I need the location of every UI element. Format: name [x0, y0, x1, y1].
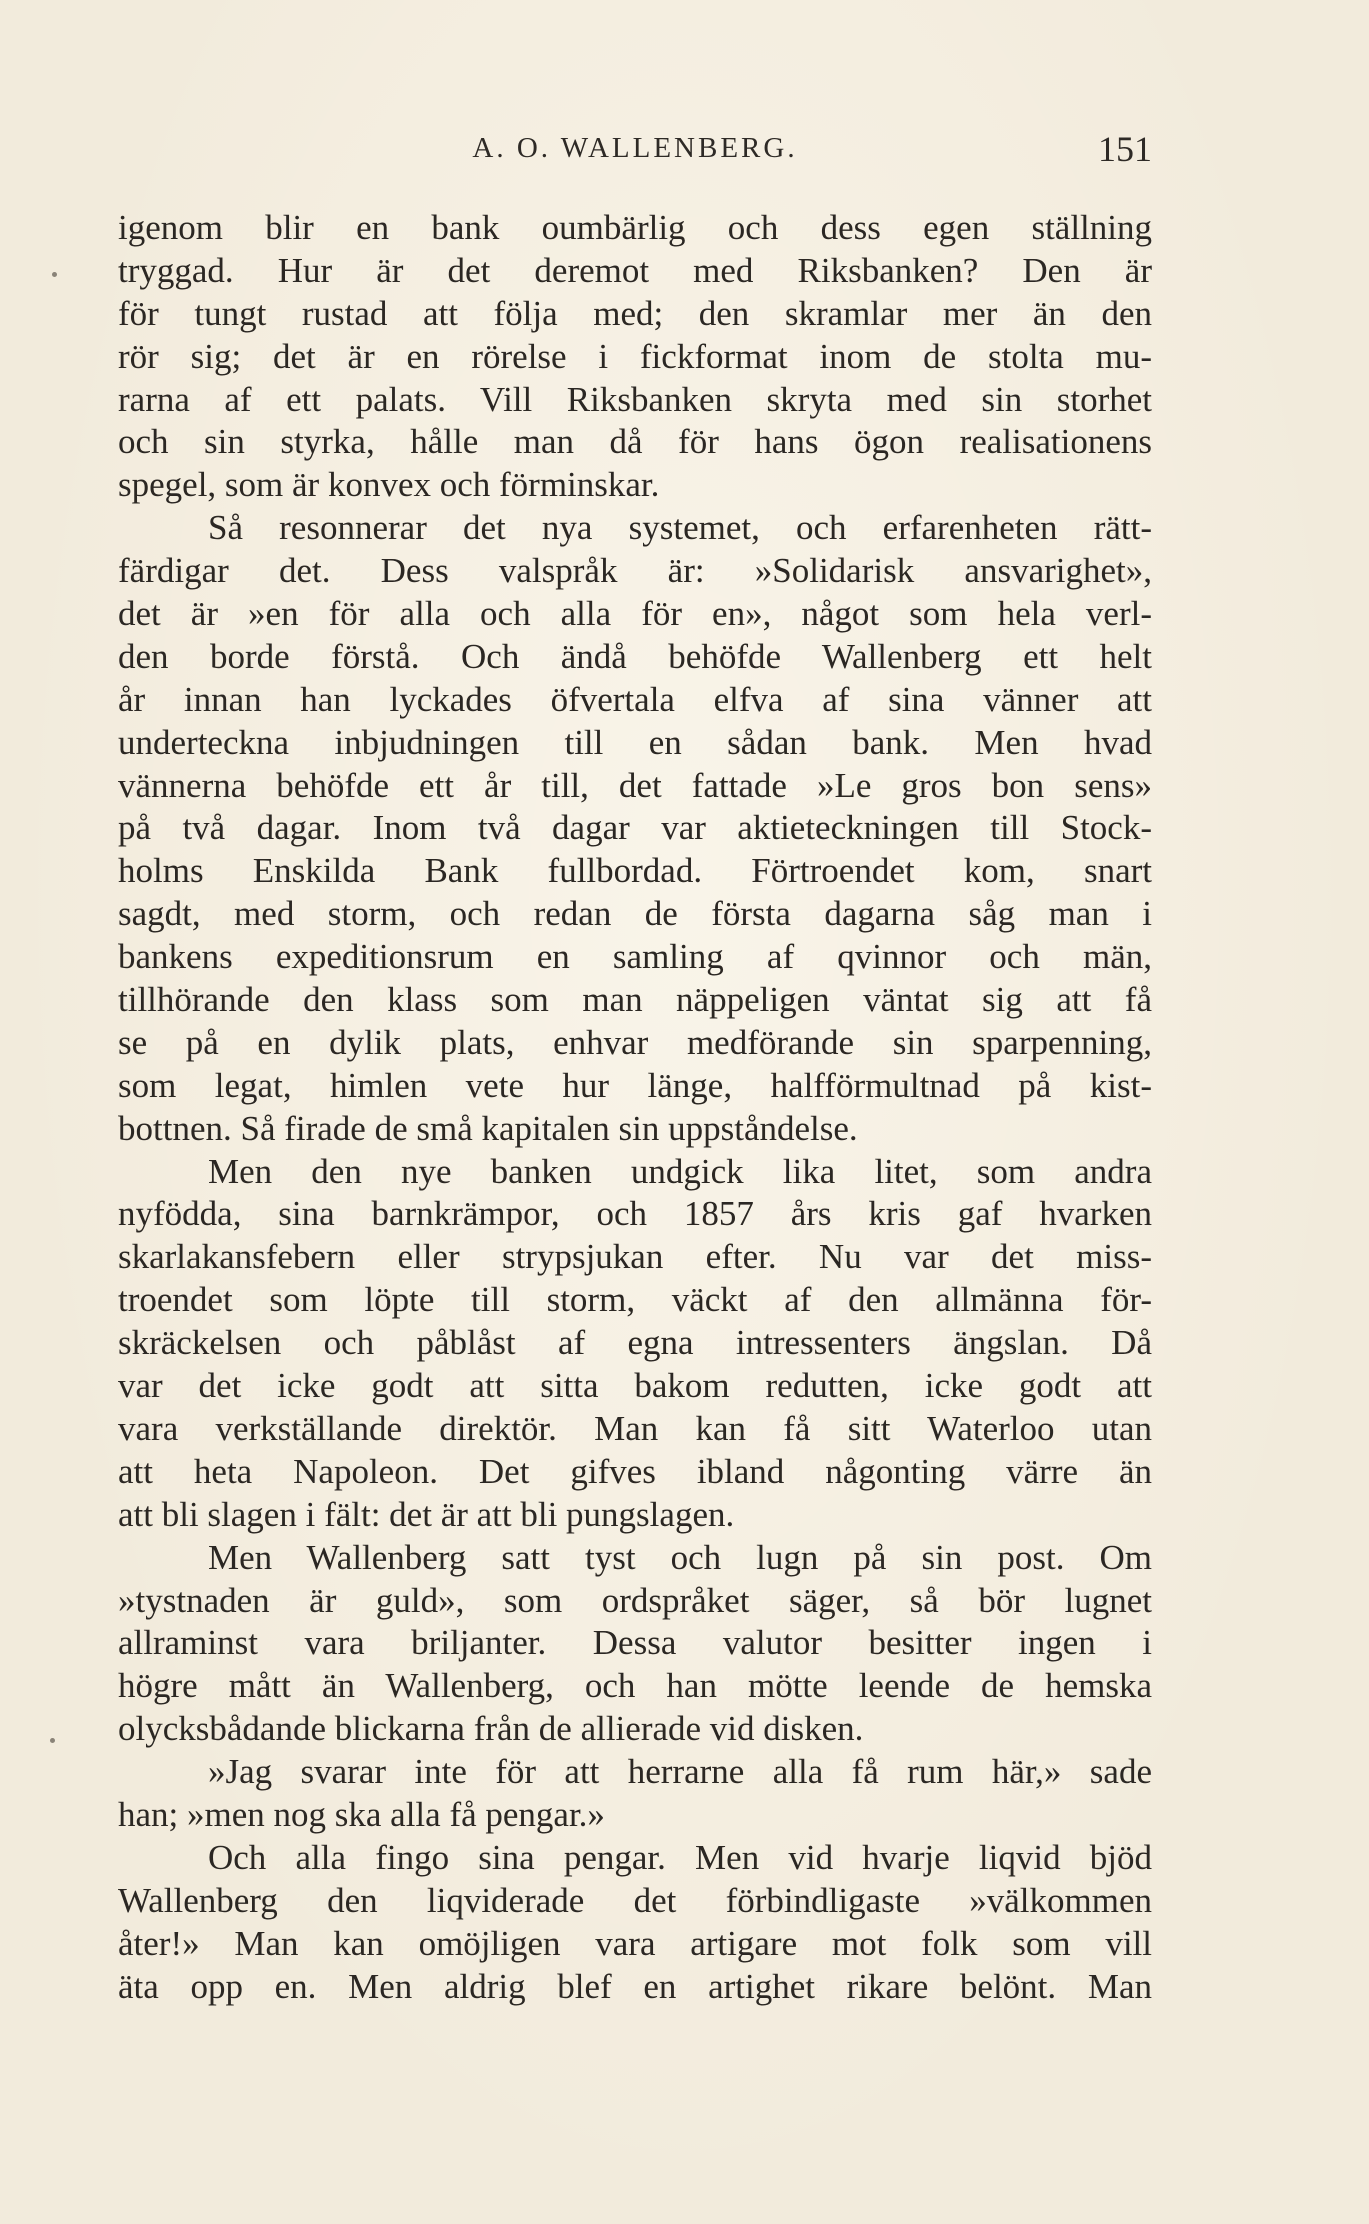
text-line: åter!» Man kan omöjligen vara artigare mot folk som vill: [118, 1923, 1152, 1963]
text-line: vännerna behöfde ett år till, det fattade »Le gros bon sens»: [118, 765, 1152, 805]
text-line: på två dagar. Inom två dagar var aktieteckningen till Stock-: [118, 808, 1152, 848]
text-line: för tungt rustad att följa med; den skramlar mer än den: [118, 293, 1152, 333]
text-line: bankens expeditionsrum en samling af qvinnor och män,: [118, 937, 1152, 977]
text-line: igenom blir en bank oumbärlig och dess egen ställning: [118, 208, 1152, 247]
text-line: att bli slagen i fält: det är att bli pungslagen.: [118, 1494, 735, 1534]
text-line: sagdt, med storm, och redan de första dagarna såg man i: [118, 894, 1152, 934]
paragraph-start-line: Men Wallenberg satt tyst och lugn på sin post. Om: [208, 1537, 1152, 1577]
text-line: den borde förstå. Och ändå behöfde Wallenberg ett helt: [118, 636, 1152, 676]
body-text: [118, 207, 1152, 2008]
text-line: tryggad. Hur är det deremot med Riksbanken? Den är: [118, 250, 1152, 290]
text-line: underteckna inbjudningen till en sådan bank. Men hvad: [118, 722, 1152, 762]
page-header: [118, 129, 1152, 182]
text-line: år innan han lyckades öfvertala elfva af sina vänner att: [118, 679, 1152, 719]
text-line: han; »men nog ska alla få pengar.»: [118, 1794, 605, 1834]
text-line: vara verkställande direktör. Man kan få sitt Waterloo utan: [118, 1408, 1152, 1448]
text-line: se på en dylik plats, enhvar medförande sin sparpenning,: [118, 1022, 1152, 1062]
text-line: och sin styrka, hålle man då för hans ögon realisationens: [118, 422, 1152, 462]
text-line: olycksbådande blickarna från de allierade vid disken.: [118, 1709, 864, 1749]
text-line: högre mått än Wallenberg, och han mötte leende de hemska: [118, 1666, 1152, 1706]
running-title: A. O. WALLENBERG.: [472, 132, 798, 164]
text-line: »tystnaden är guld», som ordspråket säger, så bör lugnet: [118, 1580, 1152, 1620]
text-line: Wallenberg den liqviderade det förbindligaste »välkommen: [118, 1880, 1152, 1920]
text-line: spegel, som är konvex och förminskar.: [118, 465, 660, 505]
margin-dot: [50, 1738, 55, 1743]
margin-dot: [52, 272, 57, 277]
text-line: var det icke godt att sitta bakom redutten, icke godt att: [118, 1366, 1152, 1406]
paragraph-start-line: Så resonnerar det nya systemet, och erfarenheten rätt-: [208, 508, 1152, 548]
text-line: allraminst vara briljanter. Dessa valutor besitter ingen i: [118, 1623, 1152, 1663]
paragraph-start-line: Men den nye banken undgick lika litet, som andra: [208, 1151, 1152, 1191]
text-line: som legat, himlen vete hur länge, halfförmultnad på kist-: [118, 1065, 1152, 1105]
text-line: nyfödda, sina barnkrämpor, och 1857 års kris gaf hvarken: [118, 1194, 1152, 1234]
text-line: holms Enskilda Bank fullbordad. Förtroendet kom, snart: [118, 851, 1152, 891]
text-line: det är »en för alla och alla för en», något som hela verl-: [118, 594, 1152, 634]
text-line: rör sig; det är en rörelse i fickformat inom de stolta mu-: [118, 336, 1152, 376]
text-line: tillhörande den klass som man näppeligen väntat sig att få: [118, 980, 1152, 1020]
text-line: färdigar det. Dess valspråk är: »Solidarisk ansvarighet»,: [118, 551, 1152, 591]
text-line: skräckelsen och påblåst af egna intressenters ängslan. Då: [118, 1323, 1152, 1363]
text-line: äta opp en. Men aldrig blef en artighet rikare belönt. Man: [118, 1966, 1152, 2006]
text-line: att heta Napoleon. Det gifves ibland någonting värre än: [118, 1451, 1152, 1491]
page-number: 151: [1098, 129, 1152, 169]
paragraph-start-line: »Jag svarar inte för att herrarne alla få rum här,» sade: [208, 1752, 1152, 1792]
text-line: bottnen. Så firade de små kapitalen sin uppståndelse.: [118, 1108, 858, 1148]
text-line: troendet som löpte till storm, väckt af den allmänna för-: [118, 1280, 1152, 1320]
paragraph-start-line: Och alla fingo sina pengar. Men vid hvarje liqvid bjöd: [208, 1837, 1152, 1877]
text-line: rarna af ett palats. Vill Riksbanken skryta med sin storhet: [118, 379, 1152, 419]
text-line: skarlakansfebern eller strypsjukan efter. Nu var det miss-: [118, 1237, 1152, 1277]
